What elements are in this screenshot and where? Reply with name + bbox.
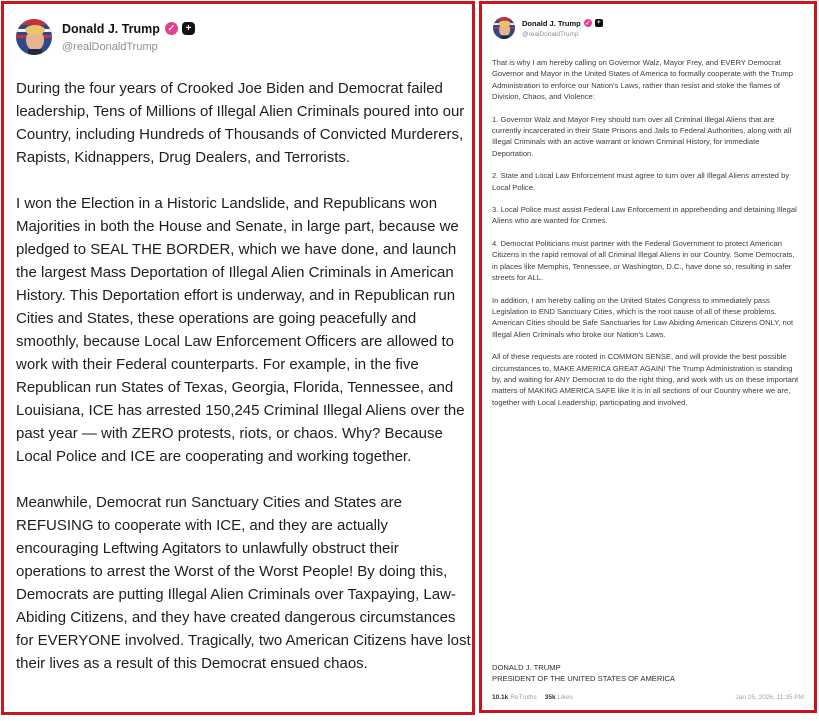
likes-count[interactable]: 35k xyxy=(544,694,556,701)
author-name[interactable]: Donald J. Trump xyxy=(522,18,581,28)
post-paragraph: During the four years of Crooked Joe Biden and Democrat failed leadership, Tens of Millions of Illegal Alien Criminals poured into our Country, including Hundreds of Thousands of Convicted Murderers, Rapists, Kidnappers, Drug Dealers, and Terrorists. xyxy=(16,80,465,166)
post-header xyxy=(493,17,603,39)
avatar-image-icon xyxy=(493,17,515,39)
avatar[interactable] xyxy=(16,19,52,55)
post-paragraph: That is why I am hereby calling on Governor Walz, Mayor Frey, and EVERY Democrat Governor and Mayor in the United States of America to formally cooperate with the Trump Administration to enforce our Nation's Laws, rather than resist and stoke the flames of Division, Chaos, and Violence: xyxy=(492,58,793,102)
post-body xyxy=(16,77,471,698)
plus-badge-icon: + xyxy=(595,19,603,27)
verified-badge-icon: ✓ xyxy=(585,20,591,27)
signature xyxy=(492,662,675,685)
author-handle[interactable]: @realDonaldTrump xyxy=(62,40,158,53)
post-paragraph: I won the Election in a Historic Landslide, and Republicans won Majorities in both the House and Senate, in large part, because we pledged to SEAL THE BORDER, which we have done, and launch the largest Mass Deportation of Illegal Alien Criminals in American History. This Deportation effort is underway, and in Republican run Cities and States, these operations are going peacefully and smoothly, because Local Law Enforcement Officers are allowed to work with their Federal counterparts. For example, in the five Republican run States of Texas, Georgia, Florida, Tennessee, and Louisiana, ICE has arrested 150,245 Criminal Illegal Aliens over the past year — with ZERO protests, riots, or chaos. Why? Because Local Police and ICE are cooperating and working together. xyxy=(16,195,465,465)
author-name[interactable]: Donald J. Trump xyxy=(62,21,160,36)
post-paragraph: 3. Local Police must assist Federal Law Enforcement in apprehending and detaining Illegal Aliens who are wanted for Crimes. xyxy=(492,205,797,226)
likes-label[interactable]: Likes xyxy=(557,694,573,701)
plus-badge-icon: + xyxy=(182,22,195,35)
author-handle[interactable]: @realDonaldTrump xyxy=(522,30,579,38)
avatar-image-icon xyxy=(16,19,52,55)
post-header xyxy=(16,19,195,55)
post-body xyxy=(492,57,802,419)
post-paragraph: In addition, I am hereby calling on the United States Congress to immediately pass Legislation to END Sanctuary Cities, which is the root cause of all of these problems. American Cities should be Safe Sanctuaries for Law Abiding American Citizens ONLY, not Illegal Alien Criminals who broke our Nation's Laws. xyxy=(492,295,794,339)
retruths-label[interactable]: ReTruths xyxy=(510,694,537,701)
post-paragraph: 2. State and Local Law Enforcement must agree to turn over all Illegal Aliens arrested by Local Police. xyxy=(492,171,790,192)
post-paragraph: 4. Democrat Politicians must partner with the Federal Government to protect American Citizens in the rapid removal of all Criminal Illegal Aliens in our Country. Some Democrats, in places like Memphis, Tennessee, or Washington, D.C., have done so, resulting in safer streets for ALL. xyxy=(492,238,795,283)
retruths-count[interactable]: 10.1k xyxy=(492,694,509,701)
right-post-panel xyxy=(479,1,817,713)
post-paragraph: 1. Governor Walz and Mayor Frey should turn over all Criminal Illegal Aliens that are currently incarcerated in their State Prisons and Jails to Federal Authorities, along with all Illegal Criminals with an active warrant or known Criminal History, for immediate Deportation. xyxy=(492,114,792,158)
avatar[interactable] xyxy=(493,17,515,39)
post-paragraph: Meanwhile, Democrat run Sanctuary Cities and States are REFUSING to cooperate with ICE, and they are actually encouraging Leftwing Agitators to unlawfully obstruct their operations to arrest the Worst of the Worst People! By doing this, Democrats are putting Illegal Alien Criminals over Taxpaying, Law-Abiding Citizens, and they have created dangerous circumstances for EVERYONE involved. Tragically, two American Citizens have lost their lives as a result of this Democrat ensued chaos. xyxy=(16,494,471,672)
signature-name: DONALD J. TRUMP xyxy=(492,663,561,672)
left-post-panel xyxy=(1,1,475,715)
post-footer xyxy=(492,694,804,701)
verified-badge-icon: ✓ xyxy=(165,22,178,35)
post-timestamp[interactable]: Jan 25, 2026, 11:35 PM xyxy=(735,694,804,701)
post-paragraph: All of these requests are rooted in COMMON SENSE, and will provide the best possible circumstances to, MAKE AMERICA GREAT AGAIN! The Trump Administration is standing by, and waiting for ANY Democrat to do the right thing, and work with us on these important matters of MAKING AMERICA SAFE like it is in all sections of our Country where we are, together with Local Leadership, participating and involved. xyxy=(492,352,799,407)
signature-title: PRESIDENT OF THE UNITED STATES OF AMERICA xyxy=(492,674,675,684)
